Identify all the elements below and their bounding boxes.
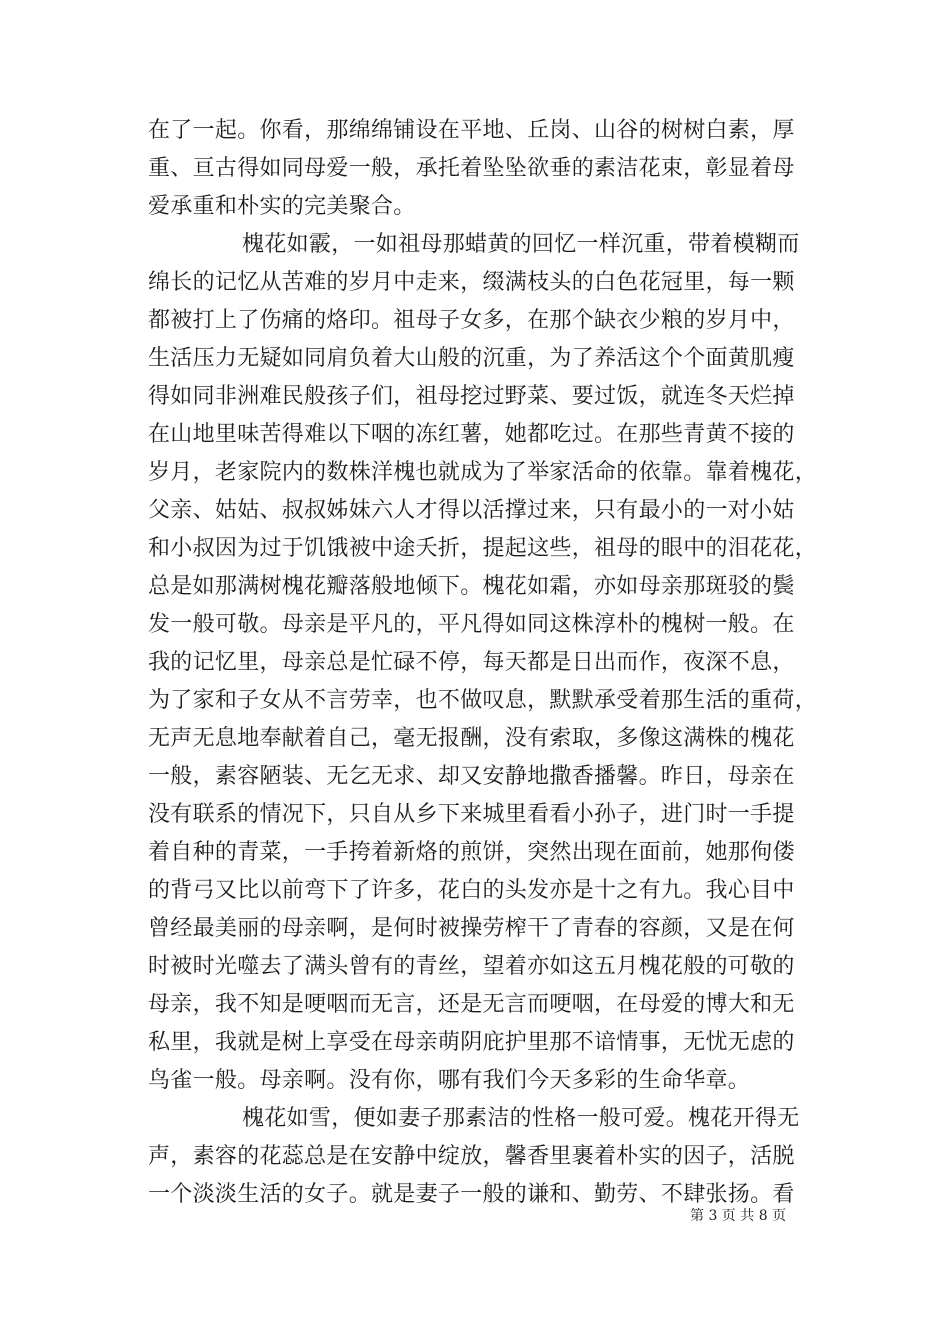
text-line: 在了一起。你看，那绵绵铺设在平地、丘岗、山谷的树树白素，厚 bbox=[148, 118, 795, 143]
text-line: 声，素容的花蕊总是在安静中绽放，馨香里裹着朴实的因子，活脱 bbox=[148, 1144, 795, 1169]
text-line: 时被时光噬去了满头曾有的青丝，望着亦如这五月槐花般的可敬的 bbox=[148, 954, 795, 979]
text-line: 私里，我就是树上享受在母亲萌阴庇护里那不谙情事，无忧无虑的 bbox=[148, 1030, 795, 1055]
paragraph-first-line: 槐花如霰，一如祖母那蜡黄的回忆一样沉重，带着模糊而 bbox=[242, 232, 800, 257]
text-line: 在山地里味苦得难以下咽的冻红薯，她都吃过。在那些青黄不接的 bbox=[148, 422, 795, 447]
text-line: 爱承重和朴实的完美聚合。 bbox=[148, 194, 416, 219]
text-line: 曾经最美丽的母亲啊，是何时被操劳榨干了青春的容颜，又是在何 bbox=[148, 916, 795, 941]
text-line: 岁月，老家院内的数株洋槐也就成为了举家活命的依靠。靠着槐花， bbox=[148, 460, 818, 485]
text-line: 没有联系的情况下，只自从乡下来城里看看小孙子，进门时一手提 bbox=[148, 802, 795, 827]
text-line: 鸟雀一般。母亲啊。没有你，哪有我们今天多彩的生命华章。 bbox=[148, 1068, 751, 1093]
text-line: 总是如那满树槐花瓣落般地倾下。槐花如霜，亦如母亲那斑驳的鬓 bbox=[148, 574, 795, 599]
text-line: 都被打上了伤痛的烙印。祖母子女多，在那个缺衣少粮的岁月中， bbox=[148, 308, 795, 333]
text-line: 一般，素容陋装、无乞无求、却又安静地撒香播馨。昨日，母亲在 bbox=[148, 764, 795, 789]
text-line: 和小叔因为过于饥饿被中途夭折，提起这些，祖母的眼中的泪花花， bbox=[148, 536, 818, 561]
paragraph-first-line: 槐花如雪，便如妻子那素洁的性格一般可爱。槐花开得无 bbox=[242, 1106, 800, 1131]
text-line: 为了家和子女从不言劳幸，也不做叹息，默默承受着那生活的重荷， bbox=[148, 688, 818, 713]
text-line: 绵长的记忆从苦难的岁月中走来，缀满枝头的白色花冠里，每一颗 bbox=[148, 270, 795, 295]
text-line: 父亲、姑姑、叔叔姊妹六人才得以活撑过来，只有最小的一对小姑 bbox=[148, 498, 795, 523]
text-line: 我的记忆里，母亲总是忙碌不停，每天都是日出而作，夜深不息， bbox=[148, 650, 795, 675]
page-number-footer: 第 3 页 共 8 页 bbox=[690, 1208, 787, 1224]
text-line: 着自种的青菜，一手挎着新烙的煎饼，突然出现在面前，她那佝偻 bbox=[148, 840, 795, 865]
text-line: 的背弓又比以前弯下了许多，花白的头发亦是十之有九。我心目中 bbox=[148, 878, 795, 903]
text-line: 得如同非洲难民般孩子们，祖母挖过野菜、要过饭，就连冬天烂掉 bbox=[148, 384, 795, 409]
text-line: 发一般可敬。母亲是平凡的，平凡得如同这株淳朴的槐树一般。在 bbox=[148, 612, 795, 637]
text-line: 生活压力无疑如同肩负着大山般的沉重，为了养活这个个面黄肌瘦 bbox=[148, 346, 795, 371]
text-line: 一个淡淡生活的女子。就是妻子一般的谦和、勤劳、不肆张扬。看 bbox=[148, 1182, 795, 1207]
text-line: 无声无息地奉献着自己，毫无报酬，没有索取，多像这满株的槐花 bbox=[148, 726, 795, 751]
text-line: 母亲，我不知是哽咽而无言，还是无言而哽咽，在母爱的博大和无 bbox=[148, 992, 795, 1017]
text-line: 重、亘古得如同母爱一般，承托着坠坠欲垂的素洁花束，彰显着母 bbox=[148, 156, 795, 181]
